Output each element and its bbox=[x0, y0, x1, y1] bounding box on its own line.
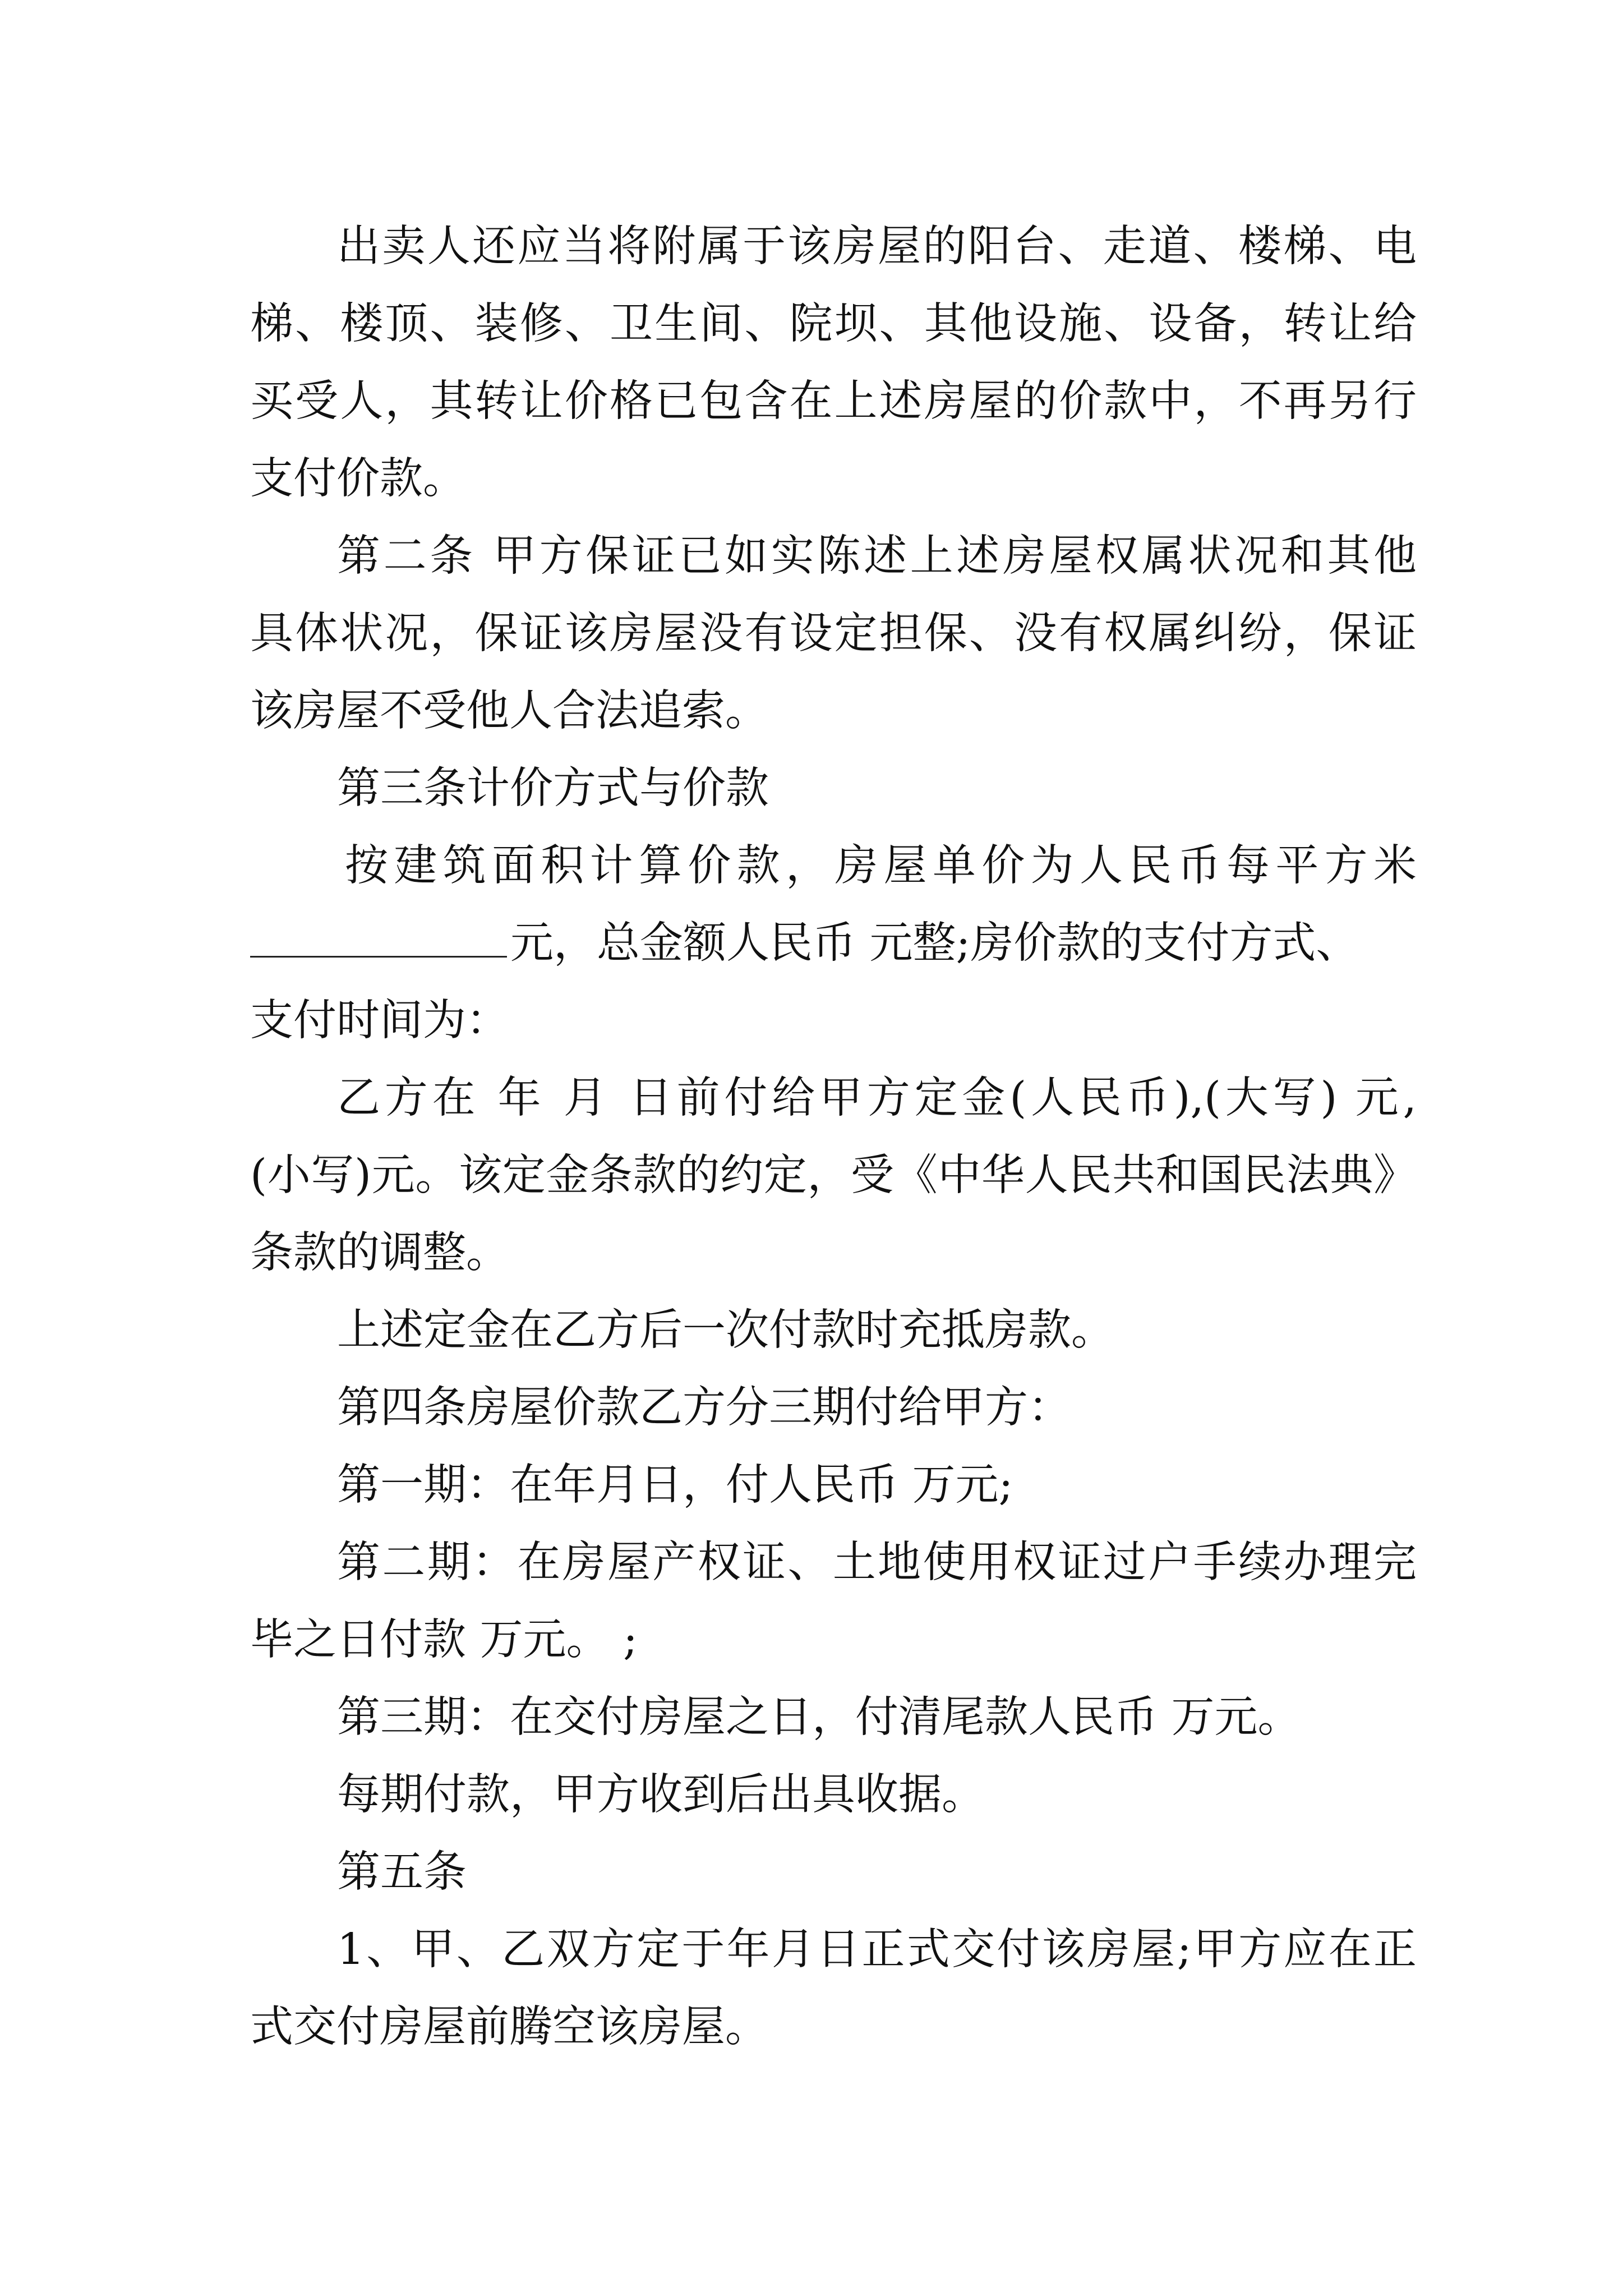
paragraph-line: 支付价款。 bbox=[250, 454, 466, 504]
paragraph-line: (小写)元。该定金条款的约定，受《中华人民共和国民法典》 bbox=[250, 1151, 1417, 1200]
paragraph-line: 1、甲、乙双方定于年月日正式交付该房屋;甲方应在正 bbox=[337, 1925, 1417, 1975]
paragraph-line: 条款的调整。 bbox=[250, 1228, 509, 1278]
paragraph-line: 每期付款，甲方收到后出具收据。 bbox=[337, 1770, 985, 1820]
paragraph-line: 乙方在 年 月 日前付给甲方定金(人民币),(大写) 元, bbox=[337, 1073, 1417, 1123]
installment-1: 第一期：在年月日，付人民币 万元; bbox=[337, 1460, 1013, 1510]
paragraph-line: 买受人，其转让价格已包含在上述房屋的价款中，不再另行 bbox=[250, 376, 1417, 426]
article-3-heading: 第三条计价方式与价款 bbox=[337, 763, 769, 813]
article-5-heading: 第五条 bbox=[337, 1847, 467, 1897]
paragraph-line: 梯、楼顶、装修、卫生间、院坝、其他设施、设备，转让给 bbox=[250, 299, 1417, 349]
article-2-heading-line: 第二条 甲方保证已如实陈述上述房屋权属状况和其他 bbox=[337, 531, 1417, 581]
blank-underline bbox=[250, 917, 507, 958]
price-line-text: 元，总金额人民币 元整;房价款的支付方式、 bbox=[510, 918, 1359, 968]
installment-3: 第三期：在交付房屋之日，付清尾款人民币 万元。 bbox=[337, 1692, 1301, 1742]
price-line bbox=[250, 915, 1433, 972]
paragraph-line: 上述定金在乙方后一次付款时充抵房款。 bbox=[337, 1305, 1114, 1355]
paragraph-line: 式交付房屋前腾空该房屋。 bbox=[250, 2002, 768, 2052]
article-4-heading: 第四条房屋价款乙方分三期付给甲方： bbox=[337, 1383, 1071, 1433]
paragraph-line: 支付时间为： bbox=[250, 996, 509, 1046]
paragraph-line: 按建筑面积计算价款，房屋单价为人民币每平方米 bbox=[345, 841, 1417, 891]
paragraph-line: 该房屋不受他人合法追索。 bbox=[250, 686, 768, 736]
paragraph-line: 具体状况，保证该房屋没有设定担保、没有权属纠纷，保证 bbox=[250, 609, 1417, 659]
paragraph-line: 毕之日付款 万元。 ; bbox=[250, 1615, 638, 1665]
installment-2: 第二期：在房屋产权证、土地使用权证过户手续办理完 bbox=[337, 1538, 1417, 1588]
paragraph-line: 出卖人还应当将附属于该房屋的阳台、走道、楼梯、电 bbox=[337, 222, 1417, 272]
